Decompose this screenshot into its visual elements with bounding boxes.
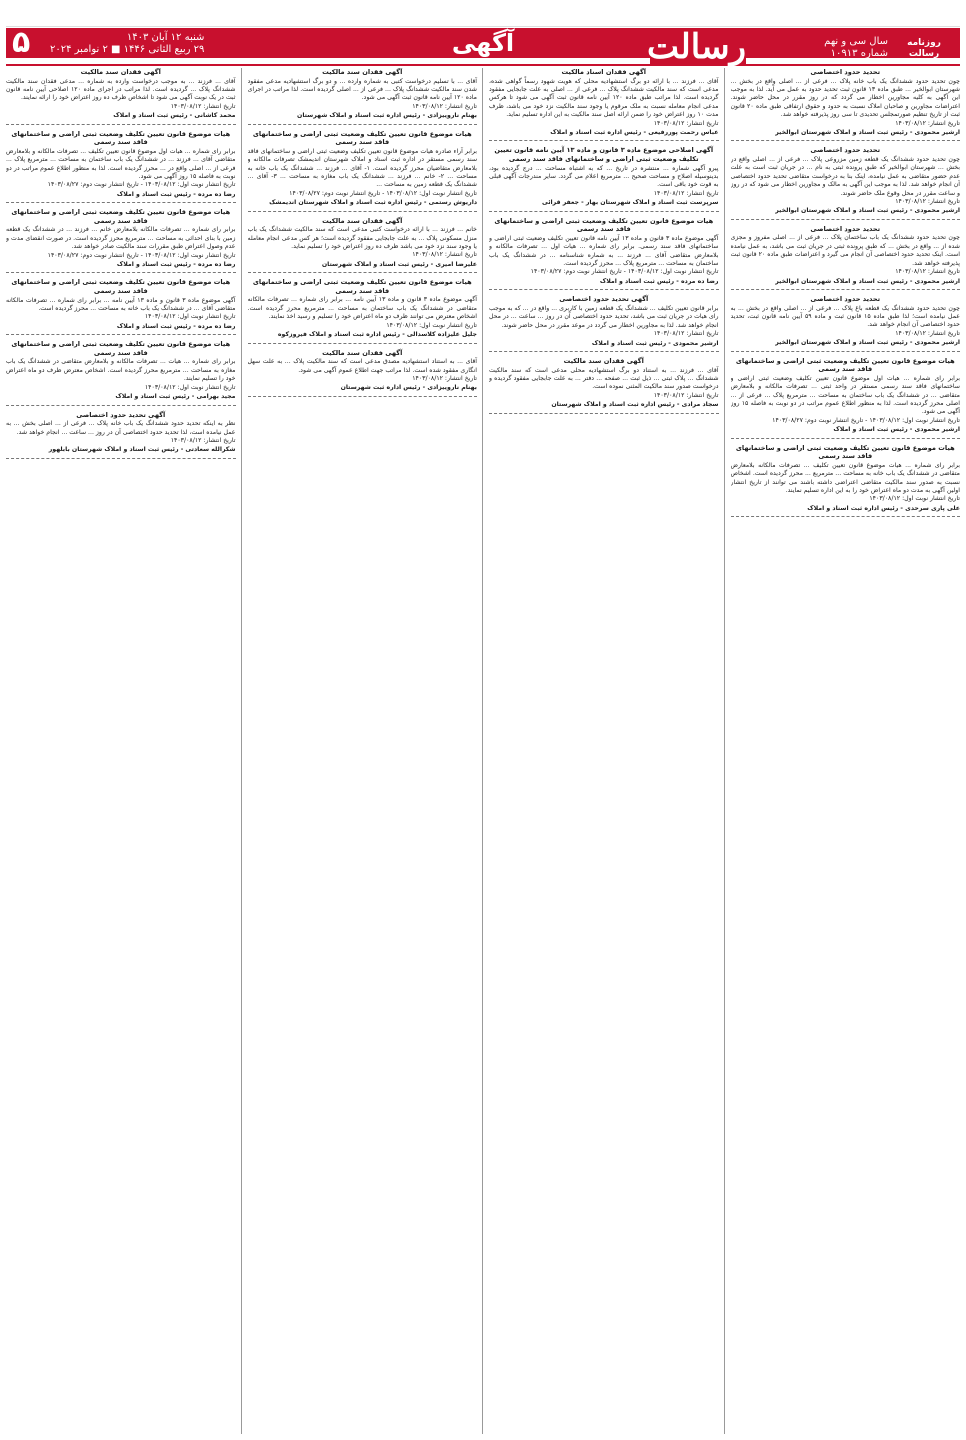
- notice-signature: ارشیر محمودی - رئیس ثبت اسناد و املاک شهرستان ابوالخیر: [775, 339, 960, 347]
- notice-title: هیات موضوع قانون تعیین تکلیف وضعیت ثبتی اراضی و ساختمانهای فاقد سند رسمی: [11, 278, 231, 296]
- notice-date: تاریخ انتشار: ۱۴۰۳/۰۸/۱۲: [895, 329, 960, 337]
- notice-signature: مجید بهرامی - رئیس ثبت اسناد و املاک: [115, 393, 236, 401]
- notice-date: تاریخ انتشار نوبت اول: ۱۴۰۳/۰۸/۱۲: [869, 495, 960, 503]
- notice-date: تاریخ انتشار: ۱۴۰۳/۰۸/۱۲: [895, 198, 960, 206]
- issue-date: [50, 32, 204, 56]
- notice-signature: رضا ده مرده - رئیس ثبت اسناد و املاک: [116, 261, 236, 269]
- notice-date: تاریخ انتشار: ۱۴۰۳/۰۸/۱۲: [895, 119, 960, 127]
- column-1: [731, 68, 961, 1434]
- notice-signature: علیرضا امیری - رئیس ثبت اسناد و املاک شهرستان: [321, 260, 477, 268]
- notice-title: آگهی تحدید حدود اختصاصی: [559, 295, 649, 304]
- notice-title: آگهی تحدید حدود اختصاصی: [76, 410, 166, 419]
- notice-divider: [6, 334, 236, 335]
- notice-title: هیات موضوع قانون تعیین تکلیف وضعیت ثبتی اراضی و ساختمانهای فاقد سند رسمی: [735, 443, 955, 461]
- notice-divider: [489, 351, 719, 352]
- notice-divider: [731, 438, 961, 439]
- notice: [731, 357, 961, 439]
- notice-divider: [489, 211, 719, 212]
- column-4: [6, 68, 242, 1434]
- notice: [6, 340, 236, 405]
- notice-title: آگهی فقدان سند مالکیت: [322, 68, 403, 76]
- notice-body: آگهی موضوع ماده ۳ قانون و ماده ۱۳ آیین نامه ... برابر رای شماره ... تصرفات مالکانه متقاضی در ششدانگ یک باب ساختمان به مساحت ... مترمربع محرز گردیده است. اشخاص معترض می توانند ظرف دو ماه اعتراض خود را تسلیم و رسید اخذ نمایند.: [247, 296, 477, 321]
- notice-divider: [6, 458, 236, 459]
- notice: [489, 68, 719, 141]
- notice-divider: [6, 272, 236, 273]
- notice-title: آگهی فقدان اسناد مالکیت: [561, 68, 647, 76]
- notice-date: تاریخ انتشار نوبت اول: ۱۴۰۳/۰۸/۱۲ - تاریخ انتشار نوبت دوم: ۱۴۰۳/۰۸/۲۷: [772, 416, 960, 424]
- notice-title: هیات موضوع قانون تعیین تکلیف وضعیت ثبتی اراضی و ساختمانهای فاقد سند رسمی: [11, 129, 231, 147]
- ad-columns: [6, 68, 960, 1434]
- notice-signature: رضا ده مرده - رئیس ثبت اسناد و املاک: [116, 322, 236, 330]
- logo-caption: روزنامه رسالت: [907, 38, 941, 59]
- notice-date: تاریخ انتشار: ۱۴۰۳/۰۸/۱۲: [170, 102, 236, 110]
- page-header: [6, 0, 960, 66]
- notice-signature: جلیل علیزاده کلاسدالی - رئیس اداره ثبت اسناد و املاک فیروزکوه: [277, 331, 477, 339]
- notice-date: تاریخ انتشار نوبت اول: ۱۴۰۳/۰۸/۱۲ - تاریخ انتشار نوبت دوم: ۱۴۰۳/۰۸/۲۷: [530, 268, 719, 276]
- notice-signature: بهنام ناروییزادی - رئیس اداره ثبت اسناد و املاک شهرستان: [297, 112, 477, 120]
- notice-title: آگهی اصلاحی موضوع ماده ۳ قانون و ماده ۱۳ آیین نامه قانون تعیین تکلیف وضعیت ثبتی اراضی و ساختمانهای فاقد سند رسمی: [494, 146, 714, 164]
- notice-divider: [248, 272, 478, 273]
- column-2: [489, 68, 725, 1434]
- notice-signature: سرپرست ثبت اسناد و املاک شهرستان بهار - جعفر قرائی: [541, 199, 719, 207]
- notice-title: هیات موضوع قانون تعیین تکلیف وضعیت ثبتی اراضی و ساختمانهای فاقد سند رسمی: [252, 278, 472, 295]
- notice-date: تاریخ انتشار نوبت اول: ۱۴۰۳/۰۸/۱۲: [386, 321, 477, 329]
- notice-date: تاریخ انتشار: ۱۴۰۳/۰۸/۱۲: [653, 391, 719, 399]
- notice-body: خانم ... فرزند ... با ارائه درخواست کتبی مدعی است که سند مالکیت ششدانگ یک باب منزل مسکونی پلاک ... به علت جابجایی مفقود گردیده است؛ هر کس مدعی انجام معامله یا وجود سند نزد خود می باشد ظرف ده روز اعتراض خود را تسلیم نماید.: [247, 226, 477, 251]
- notice-body: چون تحدید حدود ششدانگ یک باب ساختمان پلاک ... فرعی از ... اصلی مفروز و مجزی شده از ... واقع در بخش ... که طبق پرونده ثبتی در جریان ثبت می باشد، به عمل نیامده است. اینک تحدید حدود اختصاصی آن انجام می گیرد و اعتراضات طبق ماده ۲۰ قانون ثبت پذیرفته خواهد شد.: [730, 234, 960, 267]
- notice: [6, 278, 236, 335]
- notice-signature: محمد کاشانی - رئیس ثبت اسناد و املاک: [113, 112, 236, 120]
- notice-signature: رضا ده مرده - رئیس ثبت اسناد و املاک: [599, 277, 719, 285]
- notice-divider: [489, 140, 719, 141]
- notice-body: چون تحدید حدود ششدانگ یک باب خانه پلاک ... فرعی از ... اصلی واقع در بخش ... شهرستان ابوالخیر ... طبق ماده ۱۳ قانون ثبت تحدید حدود به عمل می آید. لذا به موجب این آگهی به کلیه مجاورین اخطار می گردد که در روز مقرر در محل حاضر شوند. اعتراضات مجاورین و صاحبان املاک نسبت به حدود و حقوق ارتفاقی طبق ماده ۲۰ قانون ثبت از تاریخ تنظیم صورتمجلس تحدیدی تا سی روز پذیرفته خواهد شد.: [730, 77, 960, 119]
- notice: [489, 217, 719, 291]
- notice: [489, 146, 719, 211]
- notice-title: هیات موضوع قانون تعیین تکلیف وضعیت ثبتی اراضی و ساختمانهای فاقد سند رسمی: [11, 208, 231, 225]
- notice-divider: [248, 396, 478, 397]
- notice: [6, 68, 236, 125]
- notice: [731, 68, 961, 141]
- notice: [248, 130, 478, 212]
- notice-divider: [731, 516, 961, 517]
- notice-signature: سجاد مرادی - رئیس اداره ثبت اسناد و املاک شهرستان: [551, 401, 719, 409]
- notice: [731, 146, 961, 219]
- notice-title: آگهی فقدان سند مالکیت: [322, 348, 403, 357]
- notice: [6, 208, 236, 273]
- notice-signature: علی پاری سرحدی - رئیس اداره ثبت اسناد و املاک: [807, 504, 960, 512]
- section-title: آگهی: [451, 29, 515, 57]
- notice-date: تاریخ انتشار نوبت اول: ۱۴۰۳/۰۸/۱۲ - تاریخ انتشار نوبت دوم: ۱۴۰۳/۰۸/۲۷: [47, 251, 236, 259]
- notice-signature: داریوش رستمی - رئیس اداره ثبت اسناد و املاک شهرستان اندیمشک: [269, 199, 477, 207]
- notice-divider: [6, 202, 236, 203]
- notice-date: تاریخ انتشار: ۱۴۰۳/۰۸/۱۲: [412, 251, 477, 259]
- notice-body: برابر آراء صادره هیات موضوع قانون تعیین تکلیف وضعیت ثبتی اراضی و ساختمانهای فاقد سند رسمی مستقر در اداره ثبت اسناد و املاک شهرستان اندیمشک تصرفات مالکانه و بلامعارض متقاضیان محرز گردیده است. ۱- آقای ... فرزند ... ششدانگ یک باب خانه به مساحت ... ۲- خانم ... فرزند ... ششدانگ یک باب مغازه به مساحت ... ۳- آقای ... ششدانگ یک قطعه زمین به مساحت ...: [247, 147, 477, 189]
- notice: [489, 357, 719, 414]
- column-3: [248, 68, 484, 1434]
- page-number: ۵: [12, 25, 31, 60]
- notice-date: تاریخ انتشار: ۱۴۰۳/۰۸/۱۲: [170, 436, 236, 444]
- notice-title: آگهی فقدان سند مالکیت: [322, 216, 403, 225]
- notice-divider: [248, 211, 478, 212]
- date-line-1: شنبه ۱۲ آبان ۱۴۰۳: [126, 32, 205, 43]
- notice-signature: ارشیر محمودی - رئیس ثبت اسناد و املاک: [591, 339, 719, 347]
- date-line-2: ۲۹ ربیع الثانی ۱۴۴۶ ■ ۲ نوامبر ۲۰۲۴: [50, 44, 205, 55]
- issue-label: شماره ۱۰۹۱۳: [830, 48, 888, 59]
- newspaper-logo: رسالت: [646, 27, 746, 67]
- notice-signature: رضا ده مرده - رئیس ثبت اسناد و املاک: [116, 190, 236, 198]
- notice-divider: [6, 124, 236, 125]
- notice-title: آگهی فقدان سند مالکیت: [80, 68, 161, 76]
- notice: [731, 295, 961, 352]
- notice-divider: [731, 351, 961, 352]
- notice-signature: ارشیر محمودی - رئیس ثبت اسناد و املاک: [833, 426, 960, 434]
- notice-date: تاریخ انتشار نوبت اول: ۱۴۰۳/۰۸/۱۲: [144, 383, 236, 391]
- notice-body: برابر رای شماره ... تصرفات مالکانه بلامعارض خانم ... فرزند ... در ششدانگ یک قطعه زمین با بنای احداثی به مساحت ... مترمربع محرز گردیده است. در صورت انقضای مدت و عدم وصول اعتراض طبق مقررات سند مالکیت صادر خواهد شد.: [6, 226, 236, 251]
- notice-title: تحدید حدود اختصاصی: [810, 146, 881, 155]
- notice-date: تاریخ انتشار: ۱۴۰۳/۰۸/۱۲: [653, 330, 719, 338]
- notice-divider: [248, 343, 478, 344]
- year-label: سال سی و نهم: [824, 36, 888, 47]
- notice: [6, 411, 236, 459]
- notice-date: تاریخ انتشار نوبت اول: ۱۴۰۳/۰۸/۱۲ - تاریخ انتشار نوبت دوم: ۱۴۰۳/۰۸/۲۷: [289, 189, 477, 197]
- notice-body: برابر قانون تعیین تکلیف ... ششدانگ یک قطعه زمین با کاربری ... واقع در ... که به موجب رای هیات در جریان ثبت می باشد، تحدید حدود اختصاصی آن در روز ... ساعت ... در محل انجام خواهد شد. لذا به مجاورین اخطار می گردد در موعد مقرر در محل حاضر شوند.: [489, 304, 719, 329]
- notice: [6, 130, 236, 204]
- notice-divider: [489, 413, 719, 414]
- notice-date: تاریخ انتشار نوبت اول: ۱۴۰۳/۰۸/۱۲: [144, 313, 236, 321]
- notice: [248, 349, 478, 397]
- notice-body: آگهی موضوع ماده ۳ قانون و ماده ۱۳ آیین نامه ... برابر رای شماره ... تصرفات مالکانه متقاضی آقای ... در ششدانگ یک باب خانه به مساحت ... محرز گردیده است.: [6, 296, 236, 313]
- notice-body: آقای ... فرزند ... با ارائه دو برگ استشهادیه محلی که هویت شهود رسماً گواهی شده، مدعی است که سند مالکیت ششدانگ پلاک ... فرعی از ... اصلی به علت جابجایی مفقود گردیده است. لذا مراتب طبق ماده ۱۲۰ آیین نامه قانون ثبت آگهی می شود تا هرکس مدعی انجام معامله نسبت به ملک مرقوم یا وجود سند مالکیت نزد خود می باشد، ظرف مدت ۱۰ روز اعتراض خود را ضمن ارائه اصل سند مالکیت به این اداره تسلیم نماید.: [489, 77, 719, 119]
- notice-date: تاریخ انتشار: ۱۴۰۳/۰۸/۱۲: [653, 119, 719, 127]
- notice-signature: ارشیر محمودی - رئیس ثبت اسناد و املاک شهرستان ابوالخیر: [775, 207, 960, 215]
- notice-body: نظر به اینکه تحدید حدود ششدانگ یک باب خانه پلاک ... فرعی از ... اصلی بخش ... به عمل نیامده است، لذا تحدید حدود اختصاصی آن در روز ... ساعت ... انجام خواهد شد.: [6, 420, 236, 436]
- notice-body: چون تحدید حدود ششدانگ یک قطعه زمین مزروعی پلاک ... فرعی از ... اصلی واقع در بخش ... شهرستان ابوالخیر که طبق پرونده ثبتی به نام ... در جریان ثبت است به علت عدم حضور متقاضی به عمل نیامده، اینک بنا به درخواست متقاضی تحدید حدود اختصاصی آن انجام خواهد شد. لذا به موجب این آگهی به مالک و مجاورین اخطار می شود که در روز و ساعت مقرر در محل وقوع ملک حاضر شوند.: [730, 156, 960, 197]
- notice-title: تحدید حدود اختصاصی: [810, 68, 881, 76]
- notice: [248, 278, 478, 343]
- notice-date: تاریخ انتشار: ۱۴۰۳/۰۸/۱۲: [412, 102, 477, 110]
- notice-signature: عباس رحمت پوررفیعی - رئیس اداره ثبت اسناد و املاک: [550, 129, 719, 137]
- notice-date: تاریخ انتشار: ۱۴۰۳/۰۸/۱۲: [895, 268, 960, 276]
- notice-signature: ارشیر محمودی - رئیس ثبت اسناد و املاک شهرستان ابوالخیر: [775, 277, 960, 285]
- notice-title: تحدید حدود اختصاصی: [810, 224, 881, 233]
- notice-title: هیات موضوع قانون تعیین تکلیف وضعیت ثبتی اراضی و ساختمانهای فاقد سند رسمی: [252, 129, 472, 147]
- notice: [248, 217, 478, 274]
- notice-divider: [6, 405, 236, 406]
- notice-body: آقای ... با تسلیم درخواست کتبی به شماره وارده ... و دو برگ استشهادیه مدعی مفقود شدن سند مالکیت ششدانگ پلاک ... فرعی از ... اصلی گردیده است. لذا مراتب در اجرای ماده ۱۲۰ آیین نامه قانون ثبت آگهی می شود.: [247, 77, 477, 102]
- notice-divider: [731, 219, 961, 220]
- notice: [489, 295, 719, 352]
- notice-body: آقای ... فرزند ... به موجب درخواست وارده به شماره ... مدعی فقدان سند مالکیت ششدانگ پلاک ... گردیده است. لذا مراتب در اجرای ماده ۱۲۰ اصلاحی آیین نامه قانون ثبت در یک نوبت آگهی می شود تا اشخاص ظرف ده روز اعتراض خود را ارائه نمایند.: [6, 77, 236, 102]
- notice-body: پیرو آگهی شماره ... منتشره در تاریخ ... که به اشتباه مساحت ... درج گردیده بود، بدینوسیله اصلاح و مساحت صحیح ... مترمربع اعلام می گردد. سایر مندرجات آگهی قبلی به قوت خود باقی است.: [489, 164, 719, 189]
- top-rule: [6, 0, 960, 27]
- notice-date: تاریخ انتشار: ۱۴۰۳/۰۸/۱۲: [653, 189, 719, 197]
- notice-divider: [731, 289, 961, 290]
- notice-body: آگهی موضوع ماده ۳ قانون و ماده ۱۳ آیین نامه قانون تعیین تکلیف وضعیت ثبتی اراضی و ساختمانهای فاقد سند رسمی. برابر رای شماره ... هیات اول ... تصرفات مالکانه و بلامعارض متقاضی آقای ... فرزند ... به شماره شناسنامه ... در ششدانگ یک باب ساختمان به مساحت ... مترمربع پلاک ... محرز گردیده است.: [489, 234, 719, 268]
- notice-body: آقای ... به استناد استشهادیه مصدق مدعی است که سند مالکیت پلاک ... به علت سهل انگاری مفقود شده است. لذا مراتب جهت اطلاع عموم آگهی می شود.: [247, 358, 477, 374]
- notice-body: چون تحدید حدود ششدانگ یک قطعه باغ پلاک ... فرعی از ... اصلی واقع در بخش ... به عمل نیامده است؛ لذا طبق ماده ۱۵ قانون ثبت و ماده ۵۹ آیین نامه قانون ثبت، تحدید حدود اختصاصی آن انجام خواهد شد.: [730, 304, 960, 329]
- notice-title: هیات موضوع قانون تعیین تکلیف وضعیت ثبتی اراضی و ساختمانهای فاقد سند رسمی: [494, 216, 714, 234]
- notice-title: تحدید حدود اختصاصی: [810, 294, 881, 303]
- notice-divider: [731, 140, 961, 141]
- notice-title: هیات موضوع قانون تعیین تکلیف وضعیت ثبتی اراضی و ساختمانهای فاقد سند رسمی: [735, 356, 955, 374]
- notice-body: برابر رای شماره ... هیات ... تصرفات مالکانه و بلامعارض متقاضی در ششدانگ یک باب مغازه به مساحت ... مترمربع محرز گردیده است. اشخاص معترض ظرف دو ماه اعتراض خود را تسلیم نمایند.: [6, 358, 236, 383]
- notice-date: تاریخ انتشار: ۱۴۰۳/۰۸/۱۲: [412, 374, 477, 382]
- notice-divider: [248, 124, 478, 125]
- notice-title: آگهی فقدان سند مالکیت: [563, 356, 644, 365]
- notice: [248, 68, 478, 125]
- notice-signature: بهنام ناروییزادی - رئیس اداره ثبت شهرستان: [340, 384, 477, 392]
- notice-body: آقای ... فرزند ... به استناد دو برگ استشهادیه محلی مدعی است که سند مالکیت ششدانگ ... پلاک ثبتی ... ذیل ثبت ... صفحه ... دفتر ... به علت جابجایی مفقود گردیده و درخواست صدور سند مالکیت المثنی نموده است.: [489, 366, 719, 391]
- notice-title: هیات موضوع قانون تعیین تکلیف وضعیت ثبتی اراضی و ساختمانهای فاقد سند رسمی: [11, 340, 231, 357]
- notice: [731, 225, 961, 290]
- notice-body: برابر رای شماره ... هیات اول موضوع قانون تعیین تکلیف وضعیت ثبتی اراضی و ساختمانهای فاقد سند رسمی مستقر در واحد ثبتی ... تصرفات مالکانه و بلامعارض متقاضی ... در ششدانگ یک باب ساختمان به مساحت ... مترمربع پلاک ... فرعی از ... اصلی محرز گردیده است. لذا به منظور اطلاع عموم مراتب در دو نوبت به فاصله ۱۵ روز آگهی می شود.: [730, 374, 960, 416]
- notice-signature: شکرالله سعادتی - رئیس ثبت اسناد و املاک شهرستان بابلهور: [48, 446, 236, 454]
- notice-date: تاریخ انتشار نوبت اول: ۱۴۰۳/۰۸/۱۲ - تاریخ انتشار نوبت دوم: ۱۴۰۳/۰۸/۲۷: [47, 181, 236, 189]
- notice: [731, 444, 961, 518]
- notice-divider: [489, 289, 719, 290]
- notice-signature: ارشیر محمودی - رئیس ثبت اسناد و املاک شهرستان ابوالخیر: [775, 129, 960, 137]
- notice-body: برابر رای شماره ... هیات اول موضوع قانون تعیین تکلیف ... تصرفات مالکانه و بلامعارض متقاضی آقای ... فرزند ... در ششدانگ یک باب ساختمان به مساحت ... مترمربع پلاک ... فرعی از ... اصلی واقع در ... محرز گردیده است. لذا به منظور اطلاع عموم مراتب در دو نوبت به فاصله ۱۵ روز آگهی می شود.: [6, 147, 236, 181]
- notice-body: برابر رای شماره ... هیات موضوع قانون تعیین تکلیف ... تصرفات مالکانه بلامعارض متقاضی در ششدانگ یک باب خانه به مساحت ... مترمربع ... محرز گردیده است. اشخاص نسبت به صدور سند مالکیت متقاضی اعتراضی داشته باشند می توانند از تاریخ انتشار اولین آگهی به مدت دو ماه اعتراض خود را به این اداره تسلیم نمایند.: [730, 461, 960, 494]
